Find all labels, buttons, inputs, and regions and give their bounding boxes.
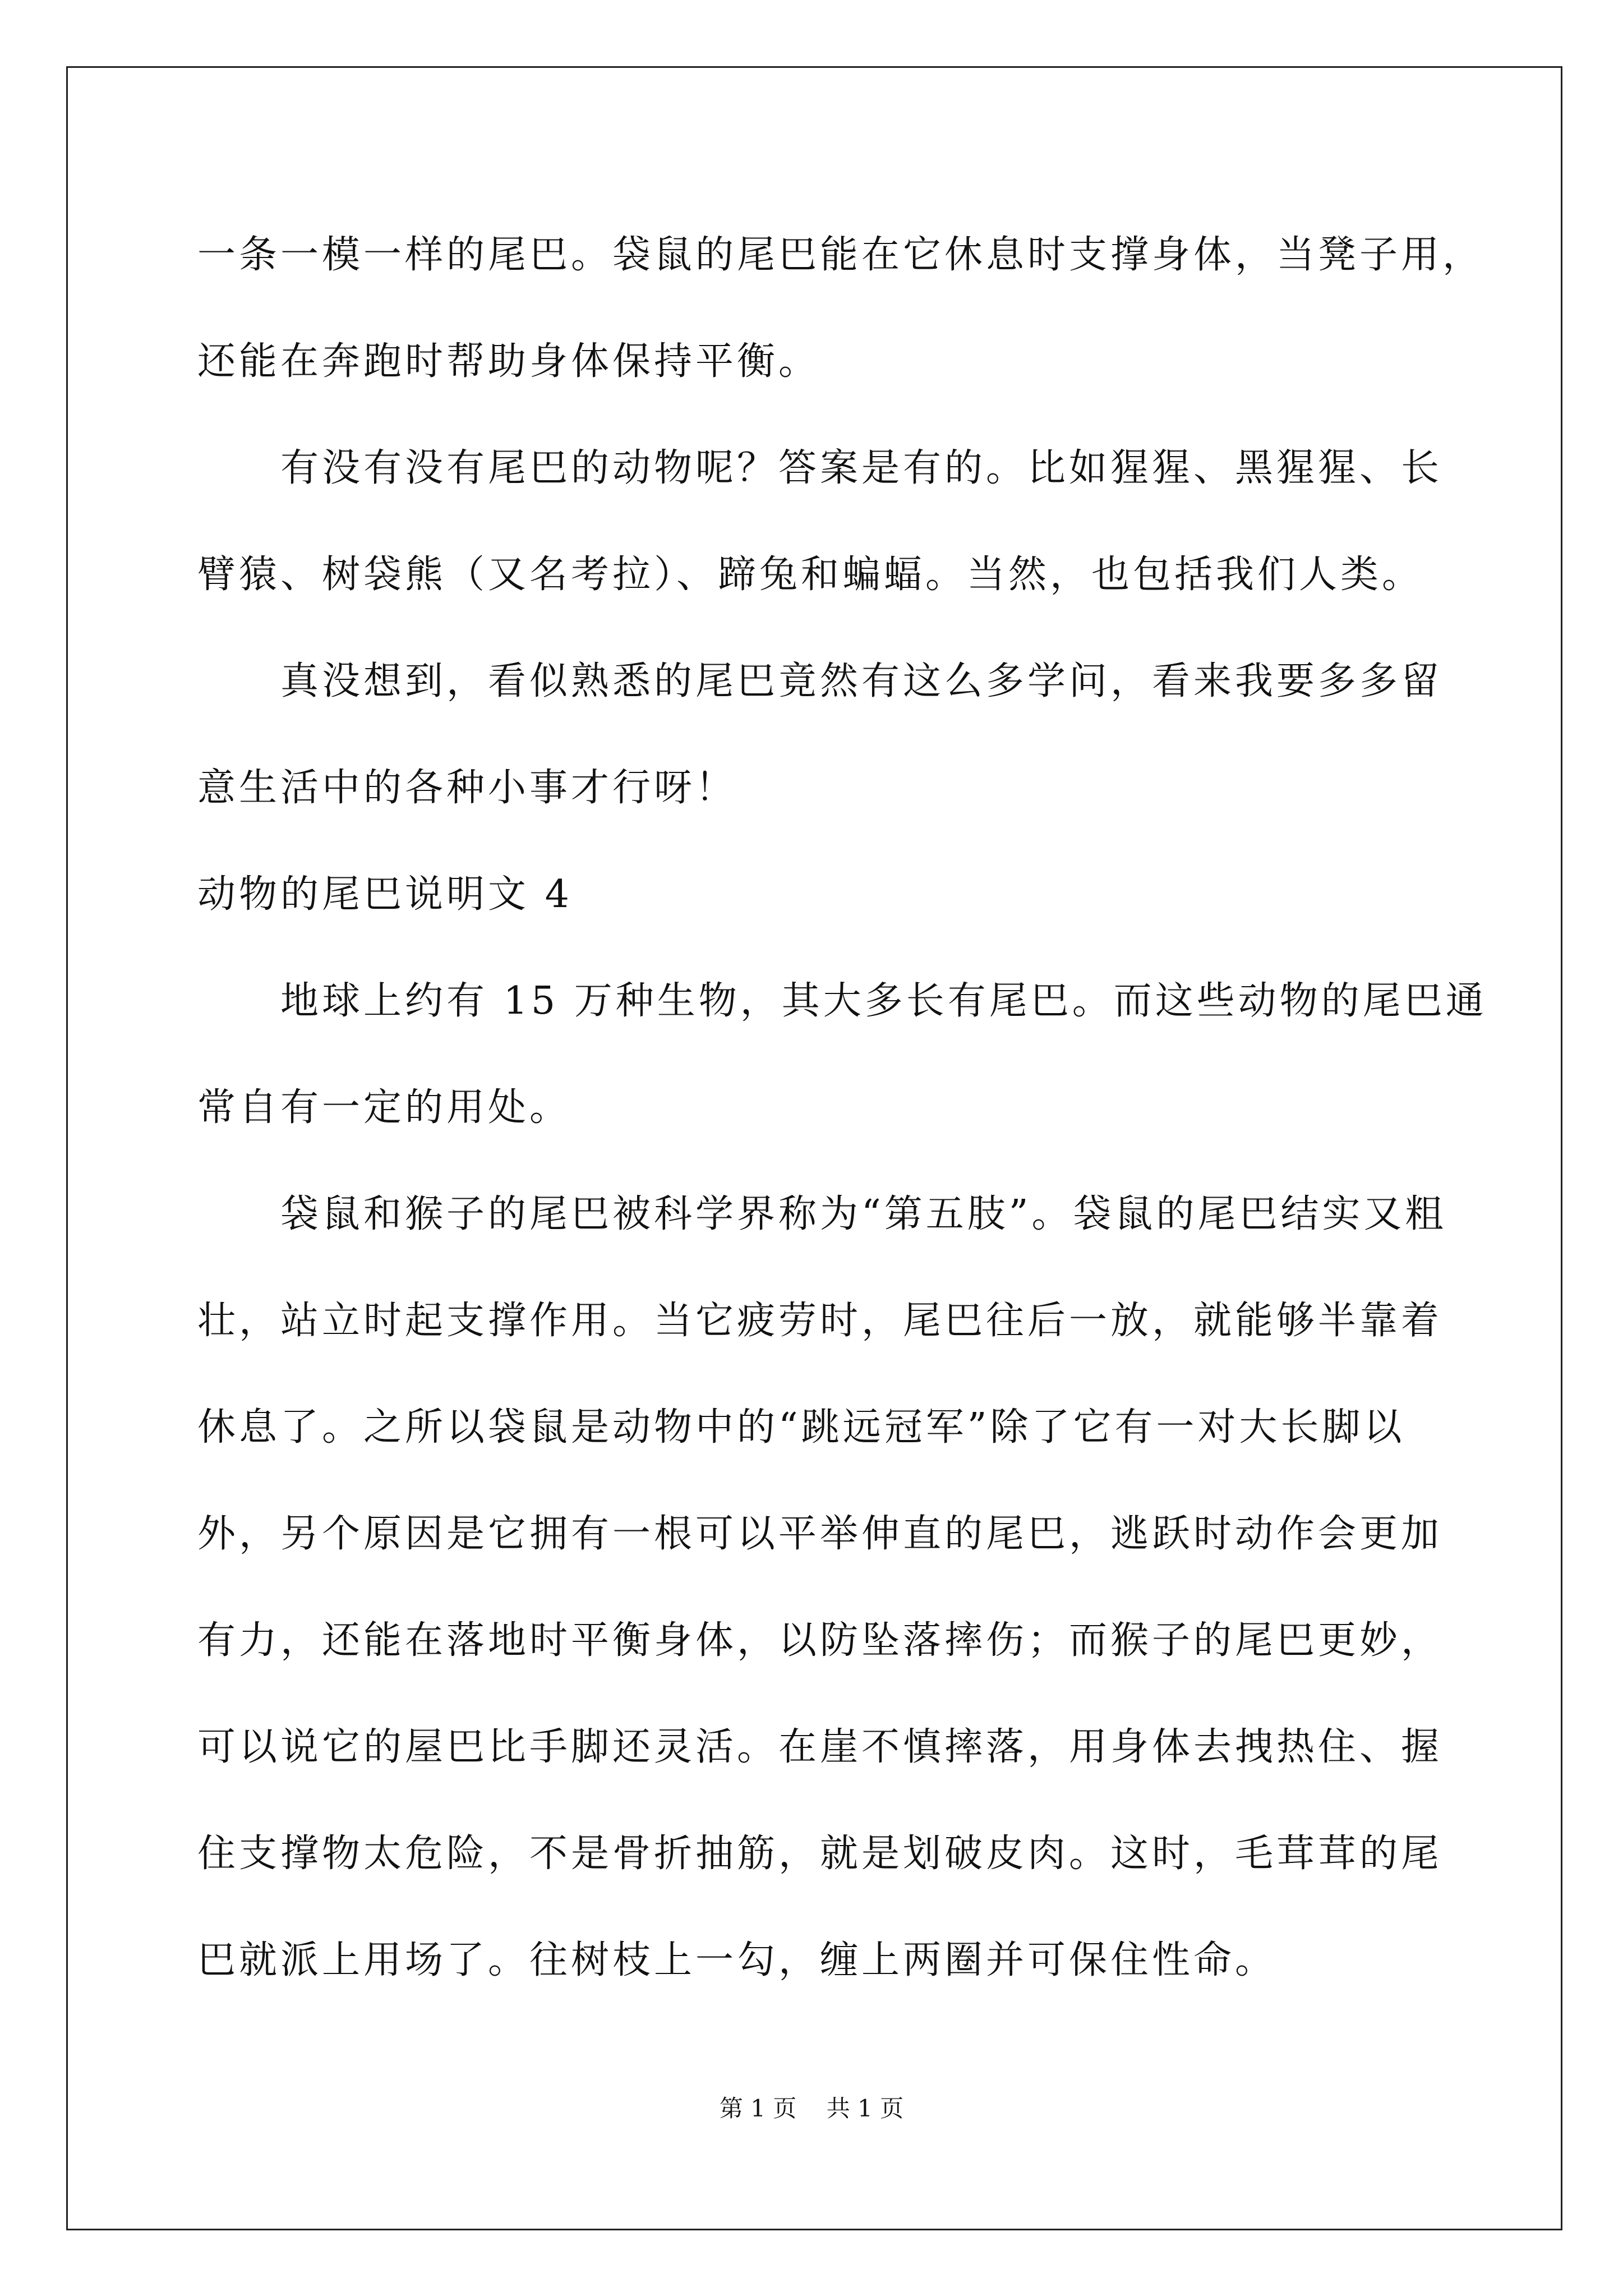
text-line: 常自有一定的用处。 (197, 1085, 571, 1130)
section-heading: 动物的尾巴说明文 4 (197, 872, 573, 917)
text-line: 还能在奔跑时帮助身体保持平衡。 (197, 339, 820, 384)
text-line: 有没有没有尾巴的动物呢？答案是有的。比如猩猩、黑猩猩、长 (280, 446, 1443, 490)
text-line: 巴就派上用场了。往树枝上一勾，缠上两圈并可保住性命。 (197, 1938, 1277, 1982)
text-line: 袋鼠和猴子的尾巴被科学界称为“第五肢”。袋鼠的尾巴结实又粗 (280, 1192, 1447, 1236)
text-line: 有力，还能在落地时平衡身体，以防坠落摔伤；而猴子的尾巴更妙， (197, 1618, 1443, 1663)
text-line: 壮，站立时起支撑作用。当它疲劳时，尾巴往后一放，就能够半靠着 (197, 1299, 1443, 1343)
document-body (197, 202, 1487, 2014)
page-footer: 第 1 页 共 1 页 (719, 2095, 904, 2122)
text-line: 外，另个原因是它拥有一根可以平举伸直的尾巴，逃跃时动作会更加 (197, 1512, 1443, 1556)
text-line: 意生活中的各种小事才行呀！ (197, 766, 737, 810)
text-line: 可以说它的屋巴比手脚还灵活。在崖不慎摔落，用身体去拽热住、握 (197, 1725, 1443, 1769)
text-line: 休息了。之所以袋鼠是动物中的“跳远冠军”除了它有一对大长脚以 (197, 1405, 1405, 1450)
text-line: 住支撑物太危险，不是骨折抽筋，就是划破皮肉。这时，毛茸茸的尾 (197, 1832, 1443, 1876)
text-line: 地球上约有 15 万种生物，其大多长有尾巴。而这些动物的尾巴通 (280, 979, 1487, 1023)
text-line: 一条一模一样的尾巴。袋鼠的尾巴能在它休息时支撑身体，当凳子用， (197, 233, 1484, 277)
text-line: 臂猿、树袋熊（又名考拉）、蹄兔和蝙蝠。当然，也包括我们人类。 (197, 553, 1424, 597)
text-line: 真没想到，看似熟悉的尾巴竟然有这么多学问，看来我要多多留 (280, 659, 1443, 703)
